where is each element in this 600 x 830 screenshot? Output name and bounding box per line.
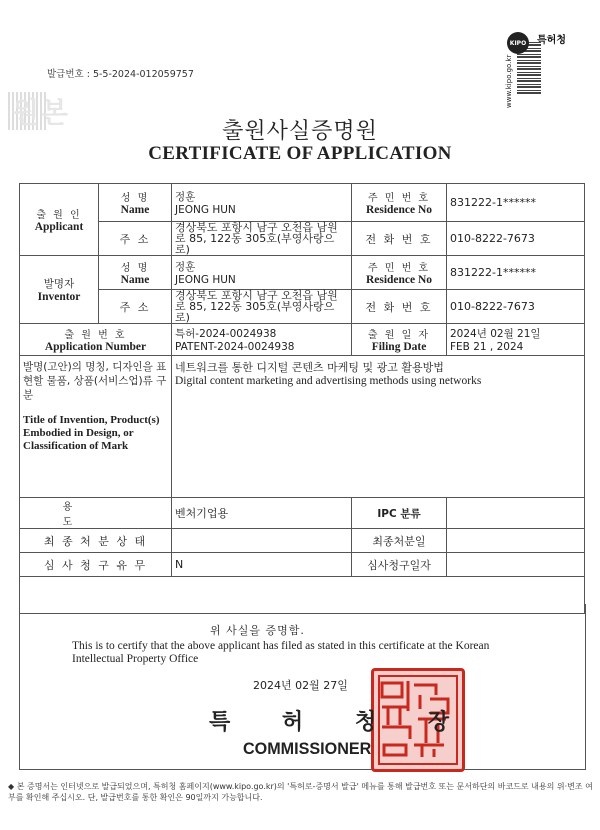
final-date-label: 최종처분일: [352, 529, 447, 553]
rn-label-en: Residence No: [365, 274, 433, 286]
usage-value: 벤처기업용: [172, 498, 352, 529]
applicant-label-cell: [20, 184, 99, 256]
final-status-value: [172, 529, 352, 553]
rn-label-ko: 주 민 번 호: [367, 193, 431, 204]
applicant-address-label: 주 소: [99, 222, 172, 256]
application-number-row: [20, 324, 585, 356]
final-status-row: [20, 529, 585, 553]
applicant-label-en: Applicant: [34, 221, 84, 233]
inventor-address-label: 주 소: [99, 290, 172, 324]
title-of-invention-value-cell: [172, 356, 585, 498]
name-label-ko: 성 명: [120, 193, 150, 204]
usage-label-cell: [20, 498, 172, 529]
final-date-value: [447, 529, 585, 553]
title-of-invention-label-en: Title of Invention, Product(s) Embodied in Design, or Classification of Mark: [23, 414, 160, 452]
application-number-cell: [172, 324, 352, 356]
exam-request-value: N: [172, 553, 352, 577]
inventor-address-value: 경상북도 포항시 남구 오천읍 남원로 85, 122동 305호(부영사랑으로): [172, 290, 352, 324]
applicant-label-ko: 출 원 인: [36, 210, 82, 221]
applicant-rn-label-cell: [352, 184, 447, 222]
title-of-invention-label-cell: [20, 356, 172, 498]
title-of-invention-en: Digital content marketing and advertising methods using networks: [175, 375, 482, 387]
usage-row: [20, 498, 585, 529]
usage-label: 용 도: [62, 502, 129, 528]
commissioner-english: COMMISSIONER: [243, 739, 372, 758]
title-of-invention-label-ko: 발명(고안)의 명칭, 디자인을 표현할 물품, 상품(서비스업)류 구분: [23, 361, 167, 401]
applicant-rn-value: 831222-1******: [447, 184, 585, 222]
exam-date-label: 심사청구일자: [352, 553, 447, 577]
inventor-name-ko: 정훈: [175, 261, 196, 273]
kipo-url: www.kipo.go.kr: [505, 54, 513, 108]
exam-request-row: [20, 553, 585, 577]
issue-date: 2024년 02월 27일: [253, 679, 348, 692]
application-number-label-ko: 출 원 번 호: [64, 330, 127, 341]
inventor-address-row: [20, 290, 585, 324]
final-status-label: 최 종 처 분 상 태: [20, 529, 172, 553]
ipc-value: [447, 498, 585, 529]
inventor-name-en: JEONG HUN: [175, 274, 236, 286]
application-number-label-cell: [20, 324, 172, 356]
filing-date-label-cell: [352, 324, 447, 356]
footer-note: ◆ 본 증명서는 인터넷으로 발급되었으며, 특허청 홈페이지(www.kipo.go.kr)의 '특허로-증명서 발급' 메뉴를 통해 발급번호 또는 문서하단의 바코드로 내용의 위·변조 여부를 확인해 주십시오. 단, 발급번호를 통한 확인은 90일까지 가능합니다.: [8, 782, 593, 802]
certify-korean: 위 사실을 증명함.: [210, 624, 305, 637]
application-table: [19, 183, 585, 614]
filing-date-cell: [447, 324, 585, 356]
inventor-name-row: [20, 256, 585, 290]
inventor-label-ko: 발명자: [43, 278, 75, 290]
filing-date-en: FEB 21 , 2024: [450, 341, 524, 353]
applicant-name-en: JEONG HUN: [175, 204, 236, 216]
kipo-logo: [505, 30, 585, 108]
applicant-name-cell: [172, 184, 352, 222]
application-number-en: PATENT-2024-0024938: [175, 341, 295, 353]
title-english: CERTIFICATE OF APPLICATION: [148, 143, 452, 164]
name-label-en: Name: [120, 204, 150, 216]
inventor-label-en: Inventor: [37, 291, 81, 303]
name-label-ko: 성 명: [120, 263, 150, 274]
inventor-name-label-cell: [99, 256, 172, 290]
applicant-tel-label: 전 화 번 호: [352, 222, 447, 256]
applicant-address-value: 경상북도 포항시 남구 오천읍 남원로 85, 122동 305호(부영사랑으로): [172, 222, 352, 256]
exam-date-value: [447, 553, 585, 577]
inventor-name-cell: [172, 256, 352, 290]
original-mark-text: 원본: [12, 96, 71, 129]
inventor-tel-value: 010-8222-7673: [447, 290, 585, 324]
inventor-label-cell: [20, 256, 99, 324]
filing-date-ko: 2024년 02월 21일: [450, 328, 541, 340]
applicant-name-row: [20, 184, 585, 222]
title-of-invention-ko: 네트워크를 통한 디지털 콘텐츠 마케팅 및 광고 활용방법: [175, 361, 444, 374]
title-korean: 출원사실증명원: [222, 119, 378, 144]
name-label-en: Name: [120, 274, 150, 286]
commissioner-korean: 특 허 청 장: [209, 710, 471, 735]
application-number-ko: 특허-2024-0024938: [175, 328, 277, 340]
ipc-label: IPC 분류: [352, 498, 447, 529]
rn-label-en: Residence No: [365, 204, 433, 216]
applicant-address-row: [20, 222, 585, 256]
kipo-name: 특허청: [537, 35, 566, 46]
inventor-tel-label: 전 화 번 호: [352, 290, 447, 324]
filing-date-label-ko: 출 원 일 자: [367, 330, 431, 341]
certify-english: This is to certify that the above applicant has filed as stated in this certificate at the Korean Intellectual Property Office: [72, 640, 490, 665]
inventor-rn-label-cell: [352, 256, 447, 290]
applicant-tel-value: 010-8222-7673: [447, 222, 585, 256]
application-number-label-en: Application Number: [44, 341, 147, 353]
filing-date-label-en: Filing Date: [371, 341, 427, 353]
applicant-name-label-cell: [99, 184, 172, 222]
rn-label-ko: 주 민 번 호: [367, 263, 431, 274]
exam-request-label: 심 사 청 구 유 무: [20, 553, 172, 577]
kipo-emblem-icon: KIPO: [507, 32, 529, 54]
issue-number: 발급번호 : 5-5-2024-012059757: [47, 69, 194, 80]
applicant-name-ko: 정훈: [175, 191, 196, 203]
inventor-rn-value: 831222-1******: [447, 256, 585, 290]
title-of-invention-row: [20, 356, 585, 498]
